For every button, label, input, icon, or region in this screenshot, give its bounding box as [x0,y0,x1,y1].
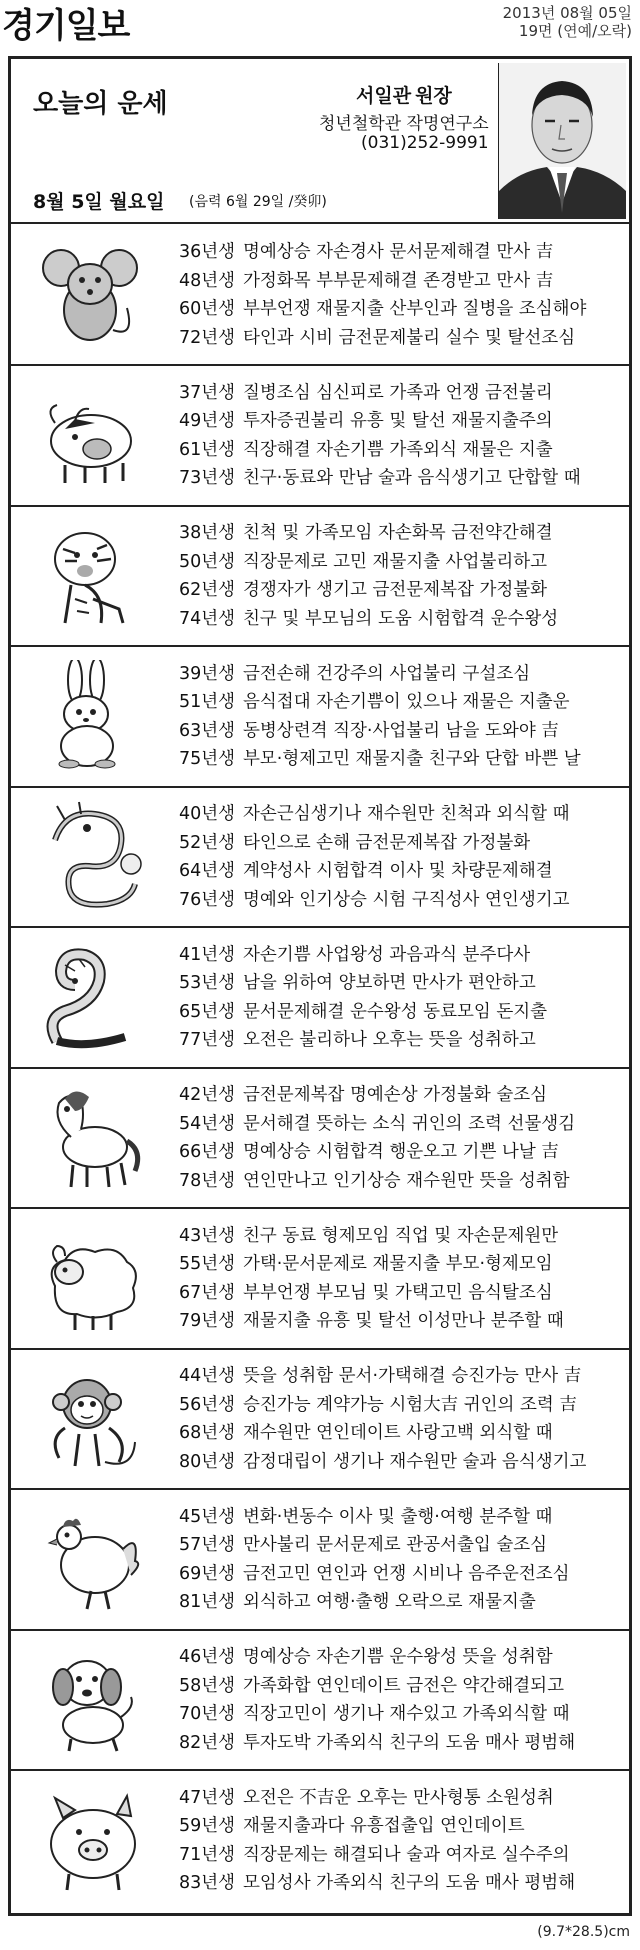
fortune-line [179,1026,627,1055]
fortune-lines [179,1362,627,1476]
fortune-text: 모임성사 가족외식 친구의 도움 매사 평범해 [243,1873,576,1893]
fortune-text: 만사불리 문서문제로 관공서출입 술조심 [243,1535,548,1555]
fortune-lines [179,1081,627,1195]
birth-year: 53년생 [179,973,236,993]
fortune-line [179,1279,627,1308]
birth-year: 78년생 [179,1170,236,1191]
column-header [11,59,629,224]
zodiac-row [11,1348,629,1490]
fortune-text: 감정대립이 생기나 재수원만 술과 음식생기고 [243,1451,587,1472]
birth-year: 72년생 [179,327,236,348]
issue-date: 2013년 08월 05일 [502,4,632,22]
fortune-line [179,1841,627,1870]
birth-year: 80년생 [179,1451,236,1472]
fortune-line [179,800,627,829]
fortune-line [179,1588,627,1617]
fortune-text: 외식하고 여행·출행 오락으로 재물지출 [243,1592,536,1612]
fortune-text: 명예상승 시험합격 행운오고 기쁜 나날 吉 [243,1142,559,1162]
birth-year: 50년생 [179,551,236,572]
fortune-text: 남을 위하여 양보하면 만사가 편안하고 [243,973,536,993]
fortune-text: 금전고민 연인과 언쟁 시비나 음주운전조심 [243,1563,570,1584]
zodiac-row [11,224,629,366]
zodiac-row [11,505,629,647]
birth-year: 43년생 [179,1225,236,1246]
zodiac-row [11,1629,629,1771]
zodiac-row [11,1208,629,1350]
fortune-lines [179,1222,627,1336]
birth-year: 36년생 [179,242,236,262]
birth-year: 73년생 [179,468,236,488]
fortune-text: 문서해결 뜻하는 소식 귀인의 조력 선물생김 [243,1113,576,1134]
fortune-text: 친척 및 가족모임 자손화목 금전약간해결 [243,523,553,543]
fortune-text: 직장문제는 해결되나 술과 여자로 실수주의 [243,1844,570,1865]
fortune-line [179,1672,627,1701]
birth-year: 55년생 [179,1254,236,1274]
birth-year: 38년생 [179,523,236,543]
snake-icon [35,941,145,1053]
rooster-icon [35,1503,145,1615]
dragon-icon [35,800,145,912]
birth-year: 76년생 [179,889,236,910]
fortune-line [179,1643,627,1672]
birth-year: 62년생 [179,580,236,600]
fortune-text: 계약성사 시험합격 이사 및 차량문제해결 [243,861,553,881]
birth-year: 77년생 [179,1030,236,1050]
fortune-line [179,1167,627,1196]
fortune-line [179,1081,627,1110]
birth-year: 65년생 [179,1001,236,1022]
fortune-text: 문서문제해결 운수왕성 동료모임 돈지출 [243,1001,548,1022]
rabbit-icon [35,660,145,772]
fortune-text: 부부언쟁 재물지출 산부인과 질병을 조심해야 [243,299,587,319]
fortune-text: 타인과 시비 금전문제불리 실수 및 탈선조심 [243,327,576,348]
fortune-text: 연인만나고 인기상승 재수원만 뜻을 성취함 [243,1170,570,1191]
fortune-text: 직장해결 자손기쁨 가족외식 재물은 지출 [243,439,553,460]
fortune-text: 재물지출과다 유흥접출입 연인데이트 [243,1816,525,1836]
fortune-lines [179,660,627,774]
fortune-line [179,519,627,548]
fortune-text: 가정화목 부부문제해결 존경받고 만사 吉 [243,270,554,291]
birth-year: 48년생 [179,270,236,291]
tiger-icon [35,519,145,631]
fortune-text: 타인으로 손해 금전문제복잡 가정불화 [243,832,531,853]
monkey-icon [35,1362,145,1474]
fortune-text: 직장고민이 생기나 재수있고 가족외식할 때 [243,1704,570,1724]
birth-year: 41년생 [179,944,236,965]
birth-year: 81년생 [179,1592,236,1612]
pig-icon [35,1784,145,1896]
fortune-line [179,576,627,605]
fortune-text: 명예와 인기상승 시험 구직성사 연인생기고 [243,889,570,910]
fortune-line [179,1391,627,1420]
fortune-text: 친구·동료와 만남 술과 음식생기고 단합할 때 [243,468,581,488]
author-name: 서일관 [356,85,412,107]
fortune-line [179,1729,627,1758]
fortune-lines [179,1503,627,1617]
newspaper-logo: 경기일보 [2,6,130,46]
fortune-line [179,1419,627,1448]
fortune-line [179,605,627,634]
fortune-line [179,1362,627,1391]
birth-year: 61년생 [179,439,236,460]
fortune-text: 동병상련격 직장·사업불리 남을 도와야 吉 [243,720,559,741]
fortune-line [179,1812,627,1841]
fortune-line [179,886,627,915]
birth-year: 58년생 [179,1675,236,1696]
fortune-line [179,1869,627,1898]
author-phone: (031)252-9991 [361,133,489,153]
fortune-text: 투자증권불리 유흥 및 탈선 재물지출주의 [243,411,553,431]
birth-year: 47년생 [179,1787,236,1808]
zodiac-row [11,365,629,507]
fortune-line [179,1448,627,1477]
fortune-text: 재물지출 유흥 및 탈선 이성만나 분주할 때 [243,1311,564,1331]
birth-year: 54년생 [179,1113,236,1134]
horse-icon [35,1081,145,1193]
birth-year: 83년생 [179,1873,236,1893]
fortune-text: 명예상승 자손기쁨 운수왕성 뜻을 성취함 [243,1647,553,1667]
birth-year: 45년생 [179,1506,236,1527]
fortune-text: 질병조심 심신피로 가족과 언쟁 금전불리 [243,382,553,403]
fortune-line [179,1531,627,1560]
masthead [0,0,640,46]
column-title: 오늘의 운세 [33,89,168,119]
birth-year: 56년생 [179,1394,236,1415]
fortune-lines [179,238,627,352]
fortune-line [179,1250,627,1279]
fortune-lines [179,800,627,914]
fortune-text: 경쟁자가 생기고 금전문제복잡 가정불화 [243,580,548,600]
zodiac-row [11,646,629,788]
birth-year: 52년생 [179,832,236,853]
birth-year: 74년생 [179,608,236,629]
fortune-line [179,1700,627,1729]
fortune-lines [179,1643,627,1757]
fortune-text: 음식접대 자손기쁨이 있으나 재물은 지출운 [243,692,570,712]
fortune-date: 8월 5일 월요일 [33,191,165,213]
page-section: 19면 (연예/오락) [518,22,632,40]
birth-year: 40년생 [179,804,236,824]
birth-year: 59년생 [179,1816,236,1836]
fortune-line [179,660,627,689]
fortune-lines [179,1784,627,1898]
fortune-line [179,324,627,353]
dog-icon [35,1643,145,1755]
fortune-line [179,745,627,774]
fortune-text: 부부언쟁 부모님 및 가택고민 음식탈조심 [243,1282,553,1303]
size-note: (9.7*28.5)cm [537,1924,630,1940]
birth-year: 44년생 [179,1366,236,1386]
birth-year: 79년생 [179,1311,236,1331]
birth-year: 51년생 [179,692,236,712]
fortune-line [179,857,627,886]
fortune-line [179,998,627,1027]
fortune-text: 오전은 不吉운 오후는 만사형통 소원성취 [243,1787,554,1808]
fortune-text: 오전은 불리하나 오후는 뜻을 성취하고 [243,1030,536,1050]
birth-year: 49년생 [179,411,236,431]
birth-year: 71년생 [179,1844,236,1865]
birth-year: 66년생 [179,1142,236,1162]
fortune-text: 가족화합 연인데이트 금전은 약간해결되고 [243,1675,564,1696]
fortune-text: 명예상승 자손경사 문서문제해결 만사 吉 [243,242,554,262]
fortune-line [179,238,627,267]
fortune-line [179,436,627,465]
fortune-text: 변화·변동수 이사 및 출행·여행 분주할 때 [243,1506,553,1527]
fortune-text: 부모·형제고민 재물지출 친구와 단합 바쁜 날 [243,749,581,769]
fortune-line [179,941,627,970]
fortune-line [179,688,627,717]
author-portrait [498,63,626,219]
fortune-lines [179,941,627,1055]
sheep-icon [35,1222,145,1334]
fortune-line [179,379,627,408]
fortune-text: 자손기쁨 사업왕성 과음과식 분주다사 [243,944,531,965]
rat-icon [35,238,145,350]
zodiac-row [11,927,629,1069]
fortune-text: 친구 및 부모님의 도움 시험합격 운수왕성 [243,608,559,629]
zodiac-row [11,786,629,928]
fortune-text: 투자도박 가족외식 친구의 도움 매사 평범해 [243,1732,576,1753]
fortune-text: 직장문제로 고민 재물지출 사업불리하고 [243,551,548,572]
author-name-line [356,81,452,108]
fortune-text: 가택·문서문제로 재물지출 부모·형제모임 [243,1254,553,1274]
birth-year: 64년생 [179,861,236,881]
birth-year: 37년생 [179,382,236,403]
fortune-line [179,717,627,746]
birth-year: 63년생 [179,720,236,741]
author-role: 원장 [415,85,452,107]
fortune-text: 금전손해 건강주의 사업불리 구설조심 [243,663,531,684]
ox-icon [35,379,145,491]
birth-year: 68년생 [179,1423,236,1443]
fortune-lines [179,519,627,633]
birth-year: 42년생 [179,1085,236,1105]
fortune-text: 뜻을 성취함 문서·가택해결 승진가능 만사 吉 [243,1366,582,1386]
birth-year: 67년생 [179,1282,236,1303]
birth-year: 57년생 [179,1535,236,1555]
zodiac-row [11,1067,629,1209]
fortune-text: 승진가능 계약가능 시험大吉 귀인의 조력 吉 [243,1394,577,1415]
birth-year: 69년생 [179,1563,236,1584]
fortune-text: 재수원만 연인데이트 사랑고백 외식할 때 [243,1423,553,1443]
fortune-line [179,1222,627,1251]
birth-year: 82년생 [179,1732,236,1753]
fortune-line [179,1560,627,1589]
birth-year: 75년생 [179,749,236,769]
horoscope-column [8,56,632,1916]
zodiac-row [11,1770,629,1910]
zodiac-row [11,1489,629,1631]
fortune-text: 자손근심생기나 재수원만 친척과 외식할 때 [243,804,570,824]
fortune-line [179,548,627,577]
fortune-line [179,464,627,493]
fortune-line [179,407,627,436]
birth-year: 70년생 [179,1704,236,1724]
fortune-line [179,829,627,858]
fortune-line [179,295,627,324]
fortune-text: 금전문제복잡 명예손상 가정불화 술조심 [243,1085,548,1105]
fortune-line [179,1503,627,1532]
birth-year: 39년생 [179,663,236,684]
birth-year: 60년생 [179,299,236,319]
fortune-line [179,267,627,296]
fortune-line [179,1138,627,1167]
fortune-text: 친구 동료 형제모임 직업 및 자손문제원만 [243,1225,559,1246]
fortune-line [179,1307,627,1336]
fortune-lines [179,379,627,493]
author-organization: 청년철학관 작명연구소 [319,114,489,134]
fortune-line [179,969,627,998]
fortune-line [179,1784,627,1813]
fortune-line [179,1110,627,1139]
lunar-date: (음력 6월 29일 /癸卯) [189,194,327,210]
birth-year: 46년생 [179,1647,236,1667]
